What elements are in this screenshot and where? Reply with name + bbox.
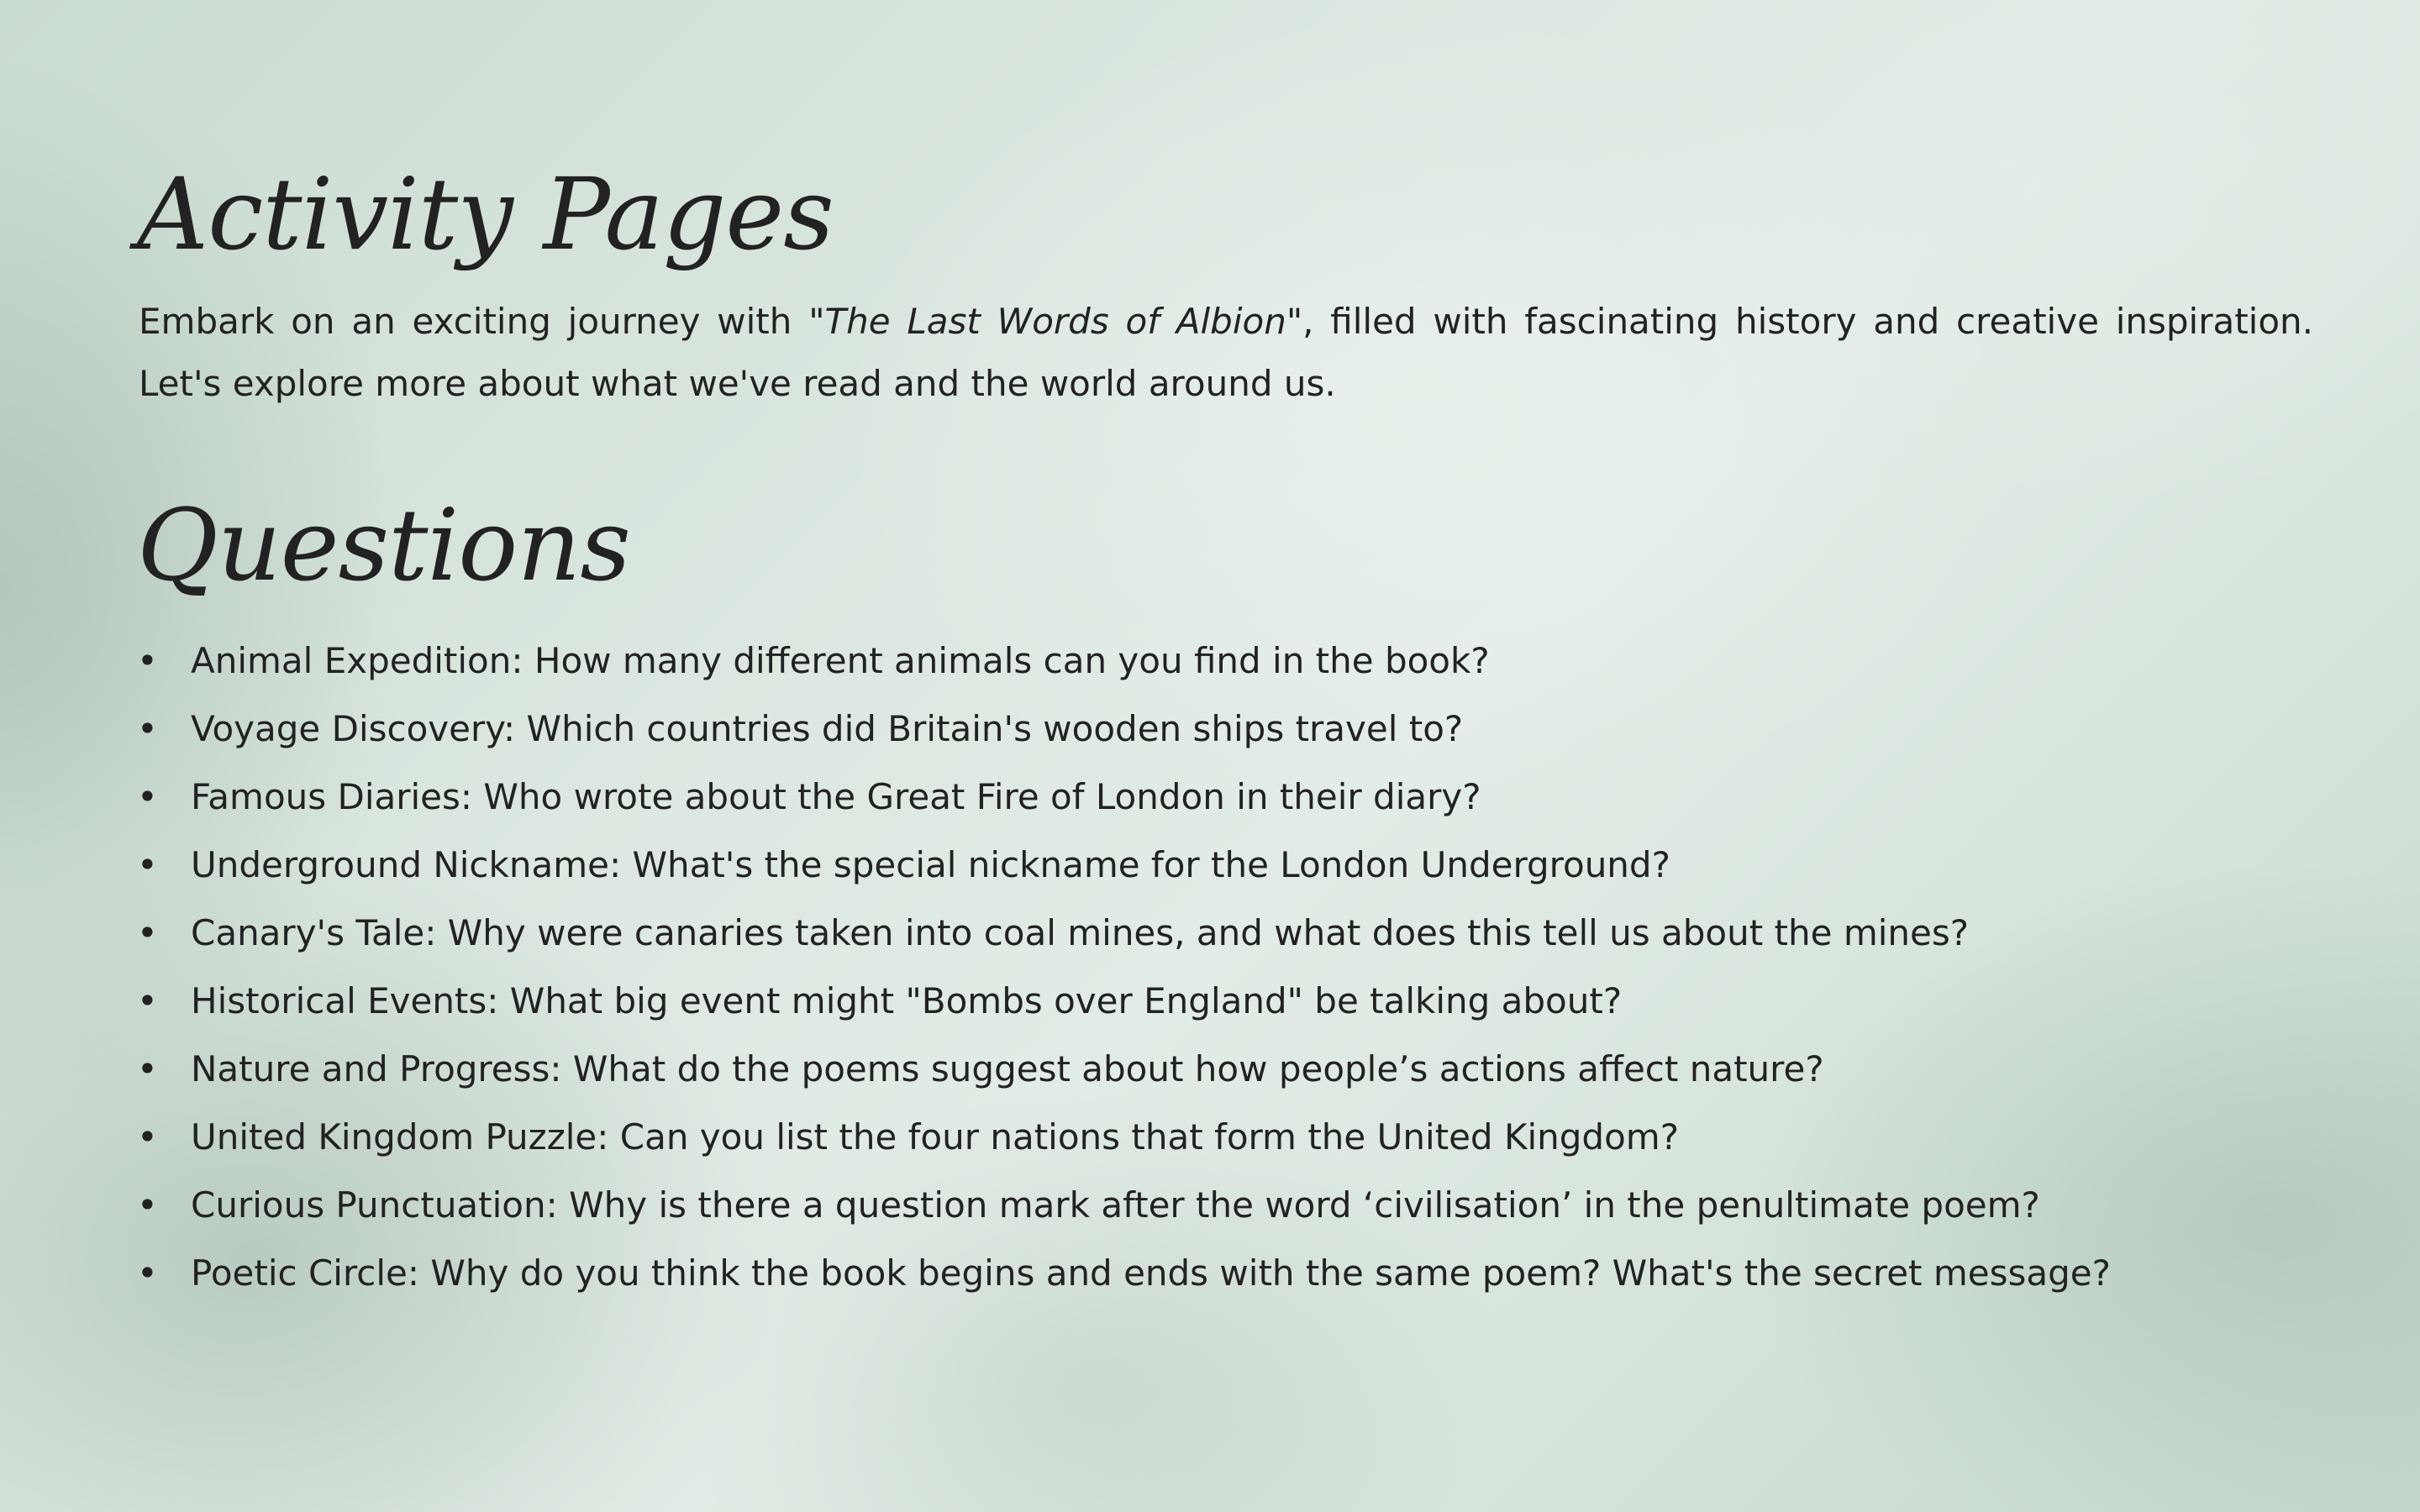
- questions-list: [137, 627, 2313, 1307]
- question-text: Nature and Progress: What do the poems suggest about how people’s actions affect nature?: [191, 1048, 1824, 1089]
- question-text: Canary's Tale: Why were canaries taken into coal mines, and what does this tell us about the mines?: [191, 912, 1970, 953]
- question-text: United Kingdom Puzzle: Can you list the four nations that form the United Kingdom?: [191, 1116, 1679, 1158]
- question-text: Historical Events: What big event might "Bombs over England" be talking about?: [191, 980, 1623, 1021]
- book-title: "The Last Words of Albion": [808, 301, 1303, 342]
- bullet-icon: •: [137, 1252, 158, 1294]
- intro-paragraph: [139, 291, 2313, 415]
- page-content: [137, 151, 2313, 1307]
- bullet-icon: •: [137, 1116, 158, 1158]
- bullet-icon: •: [137, 776, 158, 817]
- list-item: [137, 1103, 2313, 1171]
- list-item: [137, 763, 2313, 831]
- list-item: [137, 1035, 2313, 1103]
- list-item: [137, 627, 2313, 695]
- bullet-icon: •: [137, 912, 158, 953]
- bullet-icon: •: [137, 844, 158, 885]
- question-text: Animal Expedition: How many different animals can you find in the book?: [191, 640, 1490, 681]
- question-text: Voyage Discovery: Which countries did Britain's wooden ships travel to?: [191, 708, 1464, 749]
- question-text: Poetic Circle: Why do you think the book begins and ends with the same poem? What's the secret message?: [191, 1252, 2111, 1294]
- list-item: [137, 899, 2313, 967]
- bullet-icon: •: [137, 1184, 158, 1226]
- question-text: Curious Punctuation: Why is there a question mark after the word ‘civilisation’ in the penultimate poem?: [191, 1184, 2040, 1226]
- list-item: [137, 1239, 2313, 1307]
- question-text: Underground Nickname: What's the special nickname for the London Underground?: [191, 844, 1670, 885]
- page-title: Activity Pages: [137, 156, 834, 272]
- bullet-icon: •: [137, 640, 158, 681]
- list-item: [137, 967, 2313, 1035]
- bullet-icon: •: [137, 1048, 158, 1089]
- question-text: Famous Diaries: Who wrote about the Great Fire of London in their diary?: [191, 776, 1481, 817]
- intro-text-start: Embark on an exciting journey with: [139, 301, 809, 342]
- intro-text-end: , filled with fascinating history and creative inspiration. Let's explore more about what we've read and the world around us.: [139, 301, 2314, 404]
- questions-heading: Questions: [137, 487, 630, 603]
- bullet-icon: •: [137, 980, 158, 1021]
- list-item: [137, 1171, 2313, 1239]
- list-item: [137, 831, 2313, 899]
- bullet-icon: •: [137, 708, 158, 749]
- list-item: [137, 695, 2313, 763]
